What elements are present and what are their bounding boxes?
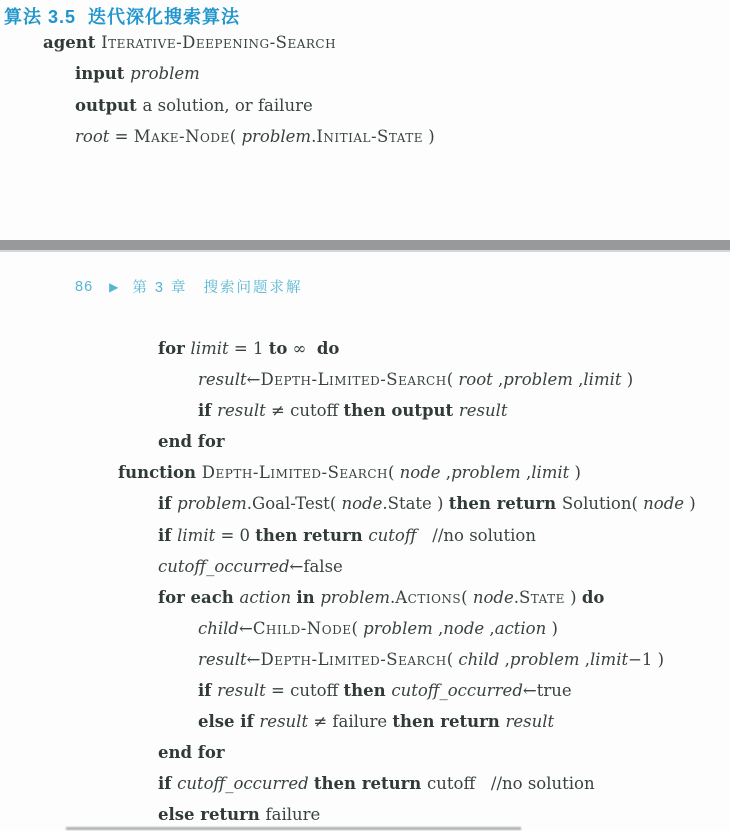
code-line (43, 58, 435, 89)
code-line (118, 613, 696, 644)
code-segment: problem (503, 370, 573, 390)
code-segment: = (109, 127, 134, 147)
code-segment: , (499, 649, 510, 669)
code-segment: problem (241, 127, 312, 147)
code-segment: , (572, 370, 584, 390)
code-line (118, 737, 696, 768)
code-segment: ← (238, 618, 253, 638)
code-segment: ≠ cutoff (265, 401, 344, 421)
code-segment: . (389, 587, 396, 607)
code-segment: for each (158, 587, 240, 607)
code-segment: Depth-Limited-Search (201, 463, 388, 483)
code-segment: problem (177, 494, 247, 514)
code-segment: ) (422, 127, 435, 147)
code-segment: root (75, 127, 110, 147)
code-line (118, 675, 696, 706)
code-segment: ( (446, 370, 459, 390)
code-segment: limit (190, 339, 229, 358)
code-segment: = 0 (215, 525, 256, 545)
code-segment: State (518, 587, 565, 607)
code-segment: ( (351, 618, 364, 638)
code-segment: ←true (522, 681, 572, 701)
code-segment: ( (446, 649, 459, 669)
code-segment: ) (621, 370, 634, 390)
code-segment: if (158, 525, 178, 545)
code-segment: Depth-Limited-Search (260, 370, 447, 390)
code-segment: ∞ (287, 339, 317, 358)
code-segment: Iterative-Deepening-Search (101, 33, 337, 52)
page-header (75, 276, 303, 297)
code-line (43, 27, 435, 58)
code-segment: end for (158, 743, 225, 763)
code-segment: result (198, 370, 247, 390)
section-label: 搜索问题求解 (203, 280, 303, 296)
code-segment: ← (246, 649, 261, 669)
page-number: 86 (75, 278, 94, 295)
code-segment: ( (461, 587, 473, 607)
code-segment: //no solution (416, 525, 536, 545)
code-segment: node (341, 494, 383, 514)
code-segment: . (311, 127, 317, 147)
code-line (43, 121, 435, 152)
code-segment: child (198, 618, 239, 638)
code-segment: problem (130, 64, 200, 84)
code-line (118, 457, 696, 488)
code-line (118, 768, 696, 799)
code-segment: ) (564, 587, 582, 607)
algorithm-number: 算法 3.5 (4, 7, 77, 27)
code-segment: end for (158, 432, 225, 452)
code-segment: then return (313, 774, 428, 794)
code-segment: then (343, 681, 392, 701)
code-segment: then output (343, 401, 459, 421)
code-segment: result (259, 712, 309, 732)
code-segment: agent (43, 33, 102, 52)
code-segment: problem (363, 618, 433, 638)
code-segment: node (472, 587, 514, 607)
code-segment: action (494, 618, 547, 638)
code-segment: node (443, 618, 485, 638)
code-segment: do (316, 339, 340, 358)
code-segment: = 1 (228, 339, 269, 358)
code-line (118, 426, 696, 457)
code-segment: failure (265, 805, 321, 825)
code-segment: limit (531, 463, 570, 483)
code-segment: , (579, 649, 590, 669)
pseudocode-block-main (118, 333, 696, 831)
code-segment: in (296, 587, 321, 607)
code-line (118, 706, 696, 737)
code-segment: output (75, 95, 143, 115)
code-segment: else if (198, 712, 260, 732)
code-segment: child (458, 649, 500, 669)
code-segment: cutoff //no solution (427, 774, 595, 794)
code-segment: problem (509, 649, 580, 669)
code-segment: , (484, 618, 495, 638)
chapter-label: 第 3 章 (132, 280, 188, 296)
code-segment: , (432, 618, 444, 638)
code-segment: ≠ failure (308, 712, 393, 732)
code-segment: problem (320, 587, 390, 607)
code-segment: cutoff_occurred (158, 556, 290, 576)
algorithm-title (4, 3, 240, 29)
code-line (118, 644, 696, 675)
code-segment: , (520, 463, 532, 483)
code-segment: , (492, 370, 504, 390)
code-segment: cutoff_occurred (177, 774, 309, 794)
code-segment: input (75, 64, 131, 84)
page-break-bar (0, 240, 730, 252)
code-segment: cutoff_occurred (391, 681, 523, 701)
code-segment: a solution, or failure (142, 95, 313, 115)
code-segment: then return (255, 525, 369, 545)
code-segment: node (643, 494, 685, 514)
code-segment: .State ) (382, 494, 449, 514)
triangle-marker-icon: ▶ (109, 279, 119, 294)
code-segment: action (239, 587, 292, 607)
code-segment: .Goal-Test( (246, 494, 342, 514)
code-segment: to (268, 339, 288, 358)
code-line (118, 582, 696, 613)
code-line (118, 488, 696, 519)
code-segment: Solution( (561, 494, 644, 514)
algorithm-name: 迭代深化搜索算法 (88, 7, 241, 27)
code-line (118, 364, 696, 395)
code-segment: = cutoff (265, 681, 344, 701)
code-segment: ) (569, 463, 581, 483)
code-line (118, 799, 696, 830)
pseudocode-block-top (43, 27, 435, 153)
code-line (43, 90, 435, 121)
code-segment: result (505, 712, 555, 732)
code-segment: ( (229, 127, 242, 147)
code-segment: problem (451, 463, 521, 483)
code-line (118, 395, 696, 426)
code-segment: result (217, 401, 266, 421)
code-segment: . (513, 587, 519, 607)
code-segment: for (158, 339, 191, 358)
code-segment: then return (392, 712, 506, 732)
code-segment: if (158, 494, 178, 514)
code-segment: node (399, 463, 441, 483)
code-segment: ←false (289, 556, 343, 576)
code-segment: do (581, 587, 605, 607)
code-segment: if (198, 401, 218, 421)
code-segment: limit (583, 370, 622, 390)
code-segment: , (440, 463, 452, 483)
code-line (118, 333, 696, 364)
code-segment: limit (590, 649, 629, 669)
code-segment: Child-Node (252, 618, 352, 638)
code-segment: ) (684, 494, 696, 514)
code-segment: result (198, 649, 247, 669)
code-segment: ) (546, 618, 558, 638)
code-segment: Depth-Limited-Search (260, 649, 447, 669)
code-segment: if (158, 774, 178, 794)
code-segment: then return (448, 494, 562, 514)
code-segment: else return (158, 805, 266, 825)
code-segment: Actions (395, 587, 462, 607)
code-segment: limit (177, 525, 216, 545)
code-segment: result (217, 681, 266, 701)
code-segment: cutoff (368, 525, 417, 545)
code-segment: Make-Node (133, 127, 230, 147)
code-segment: root (458, 370, 493, 390)
code-segment: −1 ) (628, 649, 665, 669)
code-segment: ← (246, 370, 261, 390)
code-segment: result (458, 401, 508, 421)
code-line (118, 551, 696, 582)
code-line (118, 520, 696, 551)
code-segment: function (118, 463, 202, 483)
code-segment: if (198, 681, 218, 701)
code-segment: ( (387, 463, 400, 483)
code-segment: Initial-State (316, 127, 423, 147)
